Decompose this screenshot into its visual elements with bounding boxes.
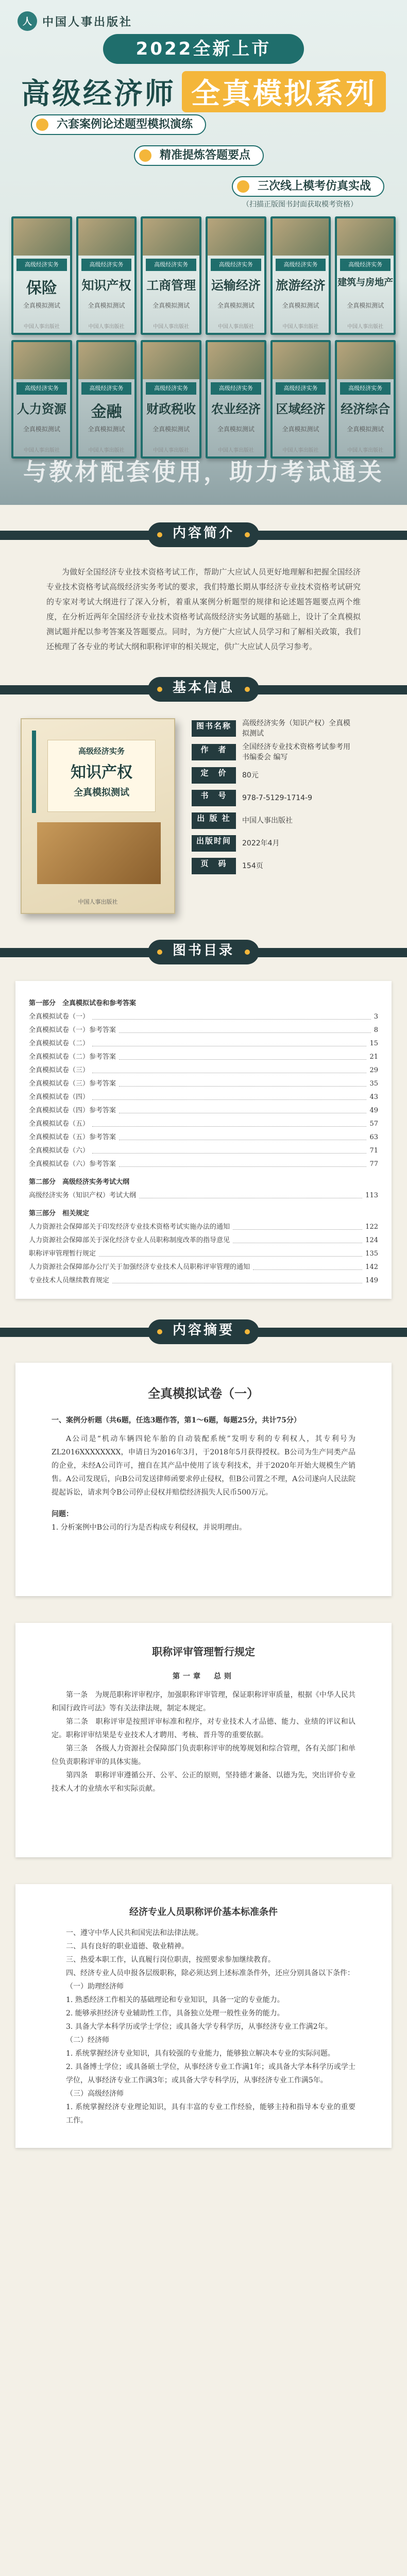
cover-art — [208, 218, 264, 256]
toc-leader — [119, 1077, 366, 1087]
book-band: 高级经济实务 — [16, 259, 67, 271]
toc-entry-title: 全真模拟试卷（二）参考答案 — [29, 1053, 116, 1061]
condition-paragraph: 1. 熟悉经济工作相关的基础理论和专业知识，具备一定的专业能力。 — [66, 1996, 284, 2004]
toc-page-number: 63 — [369, 1133, 378, 1141]
info-row — [192, 788, 357, 808]
cover-art — [208, 342, 264, 379]
toc-entry — [29, 1077, 378, 1091]
book-subtitle: 全真模拟测试 — [88, 426, 125, 433]
info-value: 中国人事出版社 — [242, 817, 293, 825]
book-cover — [270, 340, 331, 459]
book-subtitle: 全真模拟测试 — [88, 302, 125, 309]
book-subtitle: 全真模拟测试 — [347, 426, 384, 433]
book-band: 高级经济实务 — [81, 382, 132, 395]
condition-paragraph: （三）高级经济师 — [66, 2090, 124, 2098]
section-title: 图书目录 — [148, 940, 259, 964]
toc-entry — [29, 1131, 378, 1144]
condition-paragraph: 2. 具备博士学位；或具备硕士学位，从事经济专业工作满1年；或具备大学本科学历或学士学位，从事经济专业工作满3年；或具备大学专科学历，从事经济专业工作满5年。 — [66, 2063, 355, 2084]
info-key: 作 者 — [192, 744, 236, 760]
book-band: 高级经济实务 — [211, 382, 261, 395]
toc-entry-title: 全真模拟试卷（一）参考答案 — [29, 1026, 116, 1034]
info-key: 出版时间 — [192, 835, 236, 852]
excerpt-page-conditions — [15, 1884, 392, 2148]
info-value: 高级经济实务（知识产权）全真模拟测试 — [242, 719, 350, 738]
table-of-contents — [15, 981, 392, 1299]
cover-stripe — [32, 731, 36, 813]
feature-label: 精准提炼答题要点 — [160, 149, 251, 162]
intro-section — [0, 505, 407, 667]
feature-label: 三次线上模考仿真实战 — [258, 180, 371, 193]
toc-entry — [29, 1247, 378, 1261]
section-title: 基本信息 — [148, 677, 259, 702]
toc-entry-title: 全真模拟试卷（四） — [29, 1093, 90, 1101]
info-row — [192, 856, 357, 876]
cover-art — [78, 218, 135, 256]
cover-art — [13, 342, 70, 379]
toc-entry-title: 人力资源社会保障部办公厅关于加强经济专业技术人员职称评审管理的通知 — [29, 1263, 250, 1271]
toc-leader — [119, 1024, 371, 1033]
toc-page-number: 57 — [369, 1120, 378, 1128]
toc-entry — [29, 1091, 378, 1104]
page-spacer — [52, 1795, 355, 1837]
cover-art — [37, 822, 161, 884]
toc-entry-title: 全真模拟试卷（五） — [29, 1120, 90, 1128]
book-band: 高级经济实务 — [16, 382, 67, 395]
book-publisher: 中国人事出版社 — [217, 324, 254, 330]
book-subtitle: 全真模拟测试 — [23, 302, 60, 309]
book-title: 保险 — [26, 279, 57, 297]
toc-entry — [29, 1117, 378, 1131]
toc-leader — [119, 1104, 366, 1113]
book-publisher: 中国人事出版社 — [153, 324, 190, 330]
rule-article: 第三条 各级人力资源社会保障部门负责职称评审的统筹规划和综合管理，各有关部门和单位负责职称评审的具体实施。 — [52, 1744, 355, 1766]
book-publisher: 中国人事出版社 — [153, 448, 190, 453]
toc-entry — [29, 1158, 378, 1171]
rule-article: 第四条 职称评审遵循公开、公平、公正的原则，坚持德才兼备、以德为先，突出评价专业技术人才的业绩水平和实际贡献。 — [52, 1771, 355, 1793]
section-header — [0, 517, 407, 553]
book-title: 旅游经济 — [276, 278, 326, 293]
condition-paragraph: （一）助理经济师 — [66, 1982, 124, 1991]
feature-pill-key-points — [134, 145, 264, 166]
toc-page-number: 21 — [369, 1053, 378, 1061]
exam-title: 全真模拟试卷（一） — [148, 1386, 259, 1401]
toc-entry — [29, 1274, 378, 1287]
hero-title — [0, 71, 407, 112]
condition-paragraph: 3. 具备大学本科学历或学士学位；或具备大学专科学历，从事经济专业工作满2年。 — [66, 2023, 332, 2031]
condition-paragraph: 1. 系统掌握经济专业理论知识，具有丰富的专业工作经验，能够主持和指导本专业的重要工作。 — [66, 2103, 355, 2125]
book-title: 知识产权 — [81, 278, 131, 293]
book-subtitle: 全真模拟测试 — [23, 426, 60, 433]
condition-paragraph: 二、具有良好的职业道德、敬业精神。 — [66, 1942, 189, 1951]
toc-page-number: 3 — [374, 1013, 378, 1021]
book-title: 工商管理 — [146, 278, 196, 293]
book-cover — [206, 216, 266, 335]
excerpt-page-3-wrapper — [0, 1872, 407, 2162]
case-text: A公司是“机动车辆四轮车胎的自动装配系统”发明专利的专利权人，其专利号为ZL2016XXXXXXXX，申请日为2016年3月，于2018年5月获得授权。B公司为生产同类产品的企业，未经A公司许可，擅自在其产品中使用了该专利技术，并于2020年开始大规模生产销售。A公司发现后，向B公司发送律师函要求停止侵权，但B公司置之不理，A公司遂向人民法院提起诉讼，请求判令B公司停止侵权并赔偿经济损失人民币500万元。 — [52, 1435, 355, 1497]
toc-page-number: 113 — [365, 1192, 378, 1199]
toc-page-number: 135 — [365, 1250, 378, 1258]
toc-leader — [139, 1189, 362, 1198]
hero-title-main: 高级经济师 — [21, 77, 176, 111]
book-band: 高级经济实务 — [146, 259, 196, 271]
toc-part-title: 第三部分 相关规定 — [29, 1210, 90, 1217]
toc-leader — [92, 1091, 366, 1100]
condition-paragraph: （二）经济师 — [66, 2036, 109, 2044]
toc-entry-title: 全真模拟试卷（二） — [29, 1040, 90, 1047]
cover-art — [337, 342, 394, 379]
toc-entry — [29, 1189, 378, 1202]
toc-entry-title: 全真模拟试卷（一） — [29, 1013, 90, 1021]
toc-entry — [29, 1064, 378, 1077]
toc-entry — [29, 1037, 378, 1050]
book-band: 高级经济实务 — [146, 382, 196, 395]
feature-pill-online-exam — [232, 176, 384, 197]
toc-page-number: 142 — [365, 1263, 378, 1271]
section-title: 内容摘要 — [148, 1319, 259, 1344]
book-cover — [270, 216, 331, 335]
toc-entry-title: 全真模拟试卷（六）参考答案 — [29, 1160, 116, 1168]
toc-page-number: 122 — [365, 1223, 378, 1231]
book-band: 高级经济实务 — [211, 259, 261, 271]
toc-leader — [92, 1037, 366, 1046]
toc-entry-title: 全真模拟试卷（五）参考答案 — [29, 1133, 116, 1141]
question-text: 1. 分析案例中B公司的行为是否构成专利侵权，并说明理由。 — [52, 1523, 247, 1532]
basic-info — [0, 708, 407, 935]
info-key: 定 价 — [192, 767, 236, 784]
toc-entry — [29, 1050, 378, 1064]
toc-wrapper — [0, 971, 407, 1314]
toc-page-number: 77 — [369, 1160, 378, 1168]
book-subtitle: 全真模拟测试 — [217, 426, 255, 433]
book-publisher: 中国人事出版社 — [217, 448, 254, 453]
book-cover — [141, 340, 201, 459]
toc-leader — [253, 1261, 362, 1270]
conditions-title: 经济专业人员职称评价基本标准条件 — [129, 1907, 278, 1918]
info-value: 全国经济专业技术资格考试参考用书编委会 编写 — [242, 743, 350, 761]
info-key: 图书名称 — [192, 720, 236, 737]
bullet-icon — [237, 180, 249, 193]
info-row — [192, 718, 357, 739]
book-publisher: 中国人事出版社 — [88, 448, 125, 453]
book-publisher: 中国人事出版社 — [282, 324, 319, 330]
toc-leader — [92, 1144, 366, 1154]
info-table — [192, 718, 357, 879]
book-subtitle: 全真模拟测试 — [282, 426, 319, 433]
toc-leader — [99, 1247, 362, 1257]
excerpt-section — [0, 1314, 407, 2162]
toc-entry-title: 职称评审管理暂行规定 — [29, 1250, 96, 1258]
info-value: 978-7-5129-1714-9 — [242, 794, 313, 802]
book-publisher: 中国人事出版社 — [347, 448, 384, 453]
toc-page-number: 124 — [365, 1236, 378, 1244]
excerpt-page-rules — [15, 1623, 392, 1857]
book-title: 经济综合 — [341, 401, 391, 416]
feature-note: （扫描正版图书封面获取模考资格） — [242, 200, 358, 209]
feature-pill-cases — [31, 114, 206, 135]
info-row — [192, 811, 357, 831]
toc-page-number: 149 — [365, 1277, 378, 1284]
toc-entry — [29, 1104, 378, 1117]
toc-leader — [119, 1050, 366, 1060]
page-spacer — [52, 1534, 355, 1575]
book-publisher: 中国人事出版社 — [88, 324, 125, 330]
bullet-icon — [139, 149, 151, 162]
cover-line: 全真模拟测试 — [74, 787, 129, 798]
condition-paragraph: 1. 系统掌握经济专业知识，具有较强的专业能力，能够独立解决本专业的实际问题。 — [66, 2049, 335, 2058]
toc-part-title: 第二部分 高级经济实务考试大纲 — [29, 1178, 130, 1186]
toc-entry — [29, 1221, 378, 1234]
hero-slogan: 与教材配套使用，助力考试通关 — [23, 458, 384, 486]
publisher-logo-icon: 人 — [18, 11, 37, 31]
rule-chapter: 第一章 总则 — [173, 1672, 234, 1681]
book-band: 高级经济实务 — [340, 259, 391, 271]
info-key: 页 码 — [192, 858, 236, 874]
toc-page-number: 49 — [369, 1107, 378, 1114]
intro-text: 为做好全国经济专业技术资格考试工作，帮助广大应试人员更好地理解和把握全国经济专业技术资格考试高级经济实务考试的要求，我们特邀长期从事经济专业技术资格考试研究的专家对考试大纲进行了深入分析，着重从案例分析题型的规律和论述题答题要点两个维度，在分析近两年全国经济专业技术资格考试高级经济实务试题的基础上，设计了全真模拟测试题并配以参考答案及答题要点。同时，为方便广大应试人员学习和了解相关政策，我们还梳理了各专业的考试大纲和职称评审的相关规定，供广大应试人员学习参考。 — [46, 567, 361, 651]
toc-entry — [29, 1010, 378, 1024]
cover-art — [273, 218, 329, 256]
rule-article: 第一条 为规范职称评审程序，加强职称评审管理，保证职称评审质量，根据《中华人民共和国行政许可法》等有关法律法规，制定本规定。 — [52, 1691, 355, 1713]
cover-art — [78, 342, 135, 379]
book-publisher: 中国人事出版社 — [23, 448, 60, 453]
cover-art — [273, 342, 329, 379]
book-subtitle: 全真模拟测试 — [347, 302, 384, 309]
excerpt-page-exam — [15, 1363, 392, 1596]
info-row — [192, 742, 357, 762]
toc-entry-title: 高级经济实务（知识产权）考试大纲 — [29, 1192, 137, 1199]
toc-entry-title: 全真模拟试卷（四）参考答案 — [29, 1107, 116, 1114]
book-row-1 — [11, 216, 396, 335]
question-label: 问题： — [52, 1510, 73, 1518]
toc-page-number: 71 — [369, 1147, 378, 1155]
book-title: 农业经济 — [211, 401, 261, 416]
book-title: 金融 — [91, 403, 122, 421]
book-title: 区域经济 — [276, 401, 326, 416]
info-row — [192, 834, 357, 853]
info-row — [192, 766, 357, 785]
publisher-header — [18, 11, 132, 31]
book-title: 人力资源 — [16, 401, 66, 416]
book-cover — [76, 216, 137, 335]
rule-article: 第二条 职称评审是按照评审标准和程序，对专业技术人才品德、能力、业绩的评议和认定。职称评审结果是专业技术人才聘用、考核、晋升等的重要依据。 — [52, 1718, 355, 1739]
toc-leader — [92, 1010, 371, 1020]
book-cover — [141, 216, 201, 335]
toc-entry — [29, 1234, 378, 1247]
condition-paragraph: 四、经济专业人员申报各层级职称，除必须达到上述标准条件外，还应分别具备以下条件： — [66, 1969, 354, 1977]
book-publisher: 中国人事出版社 — [282, 448, 319, 453]
book-cover-image — [21, 718, 175, 914]
toc-entry — [29, 1144, 378, 1158]
toc-entry — [29, 1024, 378, 1037]
book-band: 高级经济实务 — [276, 382, 326, 395]
toc-page-number: 15 — [369, 1040, 378, 1047]
cover-title-box — [47, 740, 156, 812]
book-cover — [206, 340, 266, 459]
book-band: 高级经济实务 — [81, 259, 132, 271]
toc-leader — [92, 1117, 366, 1127]
toc-page-number: 35 — [369, 1080, 378, 1088]
basic-info-section — [0, 667, 407, 935]
excerpt-page-2-wrapper — [0, 1611, 407, 1872]
cover-line: 高级经济实务 — [78, 747, 125, 756]
toc-entry-title: 专业技术人员继续教育规定 — [29, 1277, 110, 1284]
toc-leader — [233, 1221, 362, 1230]
section-header — [0, 672, 407, 708]
toc-leader — [233, 1234, 362, 1243]
toc-leader — [112, 1274, 362, 1283]
conditions-body — [52, 1926, 355, 2127]
cover-art — [143, 342, 199, 379]
toc-entry-title: 全真模拟试卷（六） — [29, 1147, 90, 1155]
hero-title-highlight: 全真模拟系列 — [182, 71, 386, 112]
book-subtitle: 全真模拟测试 — [282, 302, 319, 309]
info-value: 154页 — [242, 862, 263, 870]
toc-entry — [29, 1261, 378, 1274]
book-publisher: 中国人事出版社 — [23, 324, 60, 330]
toc-leader — [119, 1158, 366, 1167]
book-cover — [11, 340, 72, 459]
book-subtitle: 全真模拟测试 — [152, 302, 190, 309]
book-band: 高级经济实务 — [340, 382, 391, 395]
toc-entry-title: 人力资源社会保障部关于印发经济专业技术资格考试实施办法的通知 — [29, 1223, 230, 1231]
publisher-name: 中国人事出版社 — [42, 15, 133, 29]
bullet-icon — [36, 118, 48, 131]
excerpt-page-1-wrapper — [0, 1350, 407, 1611]
toc-leader — [92, 1064, 366, 1073]
launch-badge: 2022全新上市 — [103, 34, 304, 64]
section-header — [0, 935, 407, 971]
book-cover — [76, 340, 137, 459]
toc-entry-title: 全真模拟试卷（三）参考答案 — [29, 1080, 116, 1088]
book-cover — [11, 216, 72, 335]
hero-banner — [0, 0, 407, 505]
info-value: 2022年4月 — [242, 839, 280, 848]
cover-publisher: 中国人事出版社 — [78, 899, 118, 905]
info-key: 书 号 — [192, 790, 236, 806]
toc-entry-title: 全真模拟试卷（三） — [29, 1066, 90, 1074]
section-title: 内容简介 — [148, 522, 259, 547]
toc-leader — [119, 1131, 366, 1140]
book-title: 建筑与房地产 — [337, 277, 394, 288]
info-key: 出 版 社 — [192, 812, 236, 829]
toc-part-title: 第一部分 全真模拟试卷和参考答案 — [29, 999, 137, 1007]
feature-label: 六套案例论述题型模拟演练 — [57, 118, 193, 131]
toc-entry-title: 人力资源社会保障部关于深化经济专业人员职称制度改革的指导意见 — [29, 1236, 230, 1244]
book-subtitle: 全真模拟测试 — [152, 426, 190, 433]
book-title: 财政税收 — [146, 401, 196, 416]
question-heading: 一、案例分析题（共6题，任选3题作答，第1～6题，每题25分，共计75分） — [52, 1416, 301, 1425]
condition-paragraph: 三、热爱本职工作，认真履行岗位职责，按照要求参加继续教育。 — [66, 1956, 275, 1964]
info-value: 80元 — [242, 771, 259, 779]
condition-paragraph: 一、遵守中华人民共和国宪法和法律法规。 — [66, 1929, 203, 1937]
book-cover — [335, 216, 396, 335]
toc-section — [0, 935, 407, 1314]
cover-art — [13, 218, 70, 256]
cover-art — [143, 218, 199, 256]
cover-line: 知识产权 — [71, 764, 132, 782]
condition-paragraph: 2. 能够承担经济专业辅助性工作，具备独立处理一般性业务的能力。 — [66, 2009, 284, 2018]
book-cover — [335, 340, 396, 459]
rule-title: 职称评审管理暂行规定 — [152, 1646, 255, 1658]
toc-page-number: 43 — [369, 1093, 378, 1101]
section-header — [0, 1314, 407, 1350]
book-publisher: 中国人事出版社 — [347, 324, 384, 330]
toc-page-number: 29 — [369, 1066, 378, 1074]
book-subtitle: 全真模拟测试 — [217, 302, 255, 309]
book-row-2 — [11, 340, 396, 459]
book-title: 运输经济 — [211, 278, 261, 293]
cover-art — [337, 218, 394, 256]
book-band: 高级经济实务 — [276, 259, 326, 271]
toc-page-number: 8 — [374, 1026, 378, 1034]
